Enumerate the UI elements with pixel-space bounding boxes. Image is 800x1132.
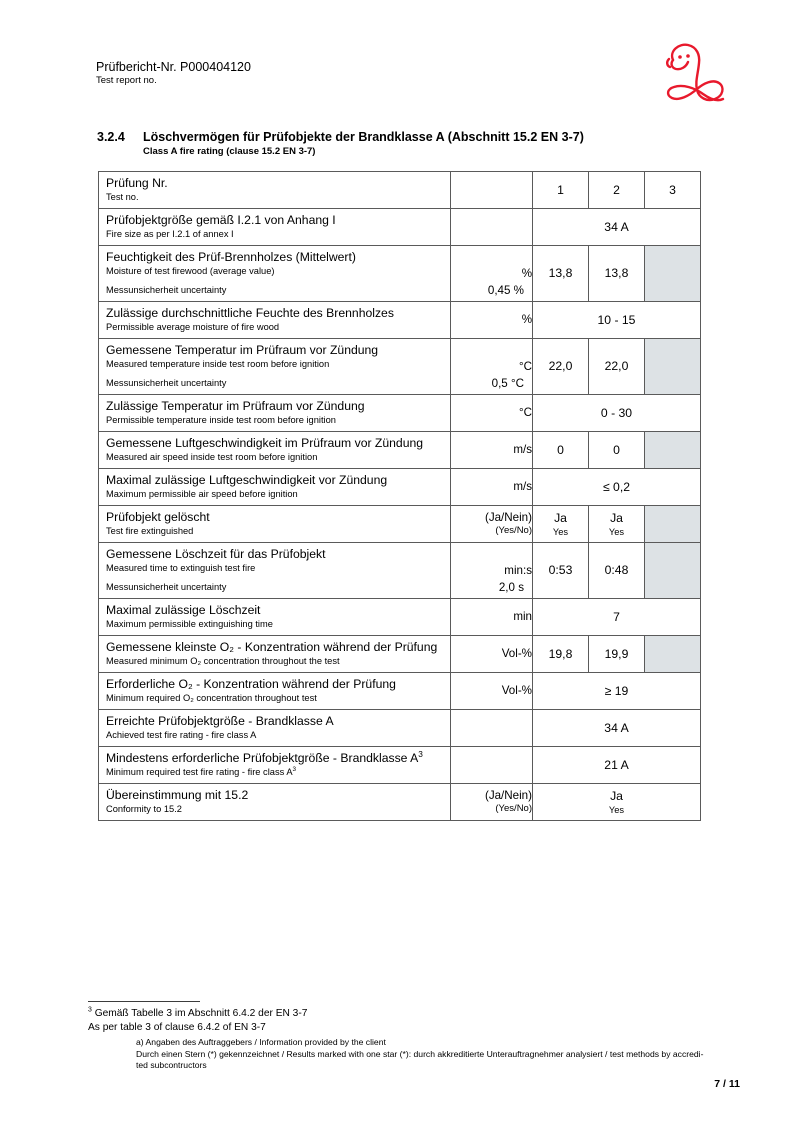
header-label-en: Test no.: [106, 192, 139, 202]
row-unit-text: %: [521, 266, 532, 280]
row-label-cell: [99, 543, 451, 599]
row-value-span: ≥ 19: [533, 673, 701, 710]
row-value-en: Yes: [608, 804, 625, 815]
row-label-en: Maximum permissible extinguishing time: [106, 619, 273, 629]
row-label-en: Measured temperature inside test room before ignition: [106, 359, 330, 369]
header-col-2: 2: [589, 172, 645, 209]
row-value-span: 7: [533, 599, 701, 636]
row-label-en: Achieved test fire rating - fire class A: [106, 730, 257, 740]
row-label-de: Prüfobjekt gelöscht: [106, 510, 210, 524]
row-label-en: Conformity to 15.2: [106, 804, 182, 814]
row-label-en: Maximum permissible air speed before ignition: [106, 489, 298, 499]
row-unit-subtext: (Yes/No): [495, 525, 532, 536]
table-header-row: [99, 172, 701, 209]
row-value-span: 21 A: [533, 747, 701, 784]
row-unit: [451, 673, 533, 710]
row-label-de: Gemessene Löschzeit für das Prüfobjekt: [106, 547, 326, 561]
table-row: [99, 784, 701, 821]
footnote-line-1: $^3$ Gemäß Tabelle 3 im Abschnitt 6.4.2 der EN 3-7: [88, 1006, 308, 1019]
row-label-de: Maximal zulässige Löschzeit: [106, 603, 261, 617]
row-value-3: [645, 506, 701, 543]
row-unit: [451, 636, 533, 673]
row-unit-subtext: (Yes/No): [495, 803, 532, 814]
row-label-en: Moisture of test firewood (average value): [106, 266, 275, 276]
footnote-divider: [88, 1001, 200, 1002]
table-row: [99, 432, 701, 469]
row-unit-text: °C: [518, 359, 532, 373]
results-table: [98, 171, 701, 821]
row-unit-text: Vol-%: [501, 647, 532, 660]
row-value-3: [645, 339, 701, 395]
row-label-en: Minimum required O₂ concentration throughout test: [106, 693, 317, 703]
row-value-de: Ja: [554, 510, 567, 525]
header-col-3: 3: [645, 172, 701, 209]
row-value-2: 13,8: [589, 246, 645, 302]
row-unit-text: Vol-%: [501, 684, 532, 697]
row-unit: [451, 432, 533, 469]
row-value-2: 0: [589, 432, 645, 469]
header-label-de: Prüfung Nr.: [106, 176, 168, 190]
row-unit: [451, 747, 533, 784]
table-row: [99, 599, 701, 636]
row-label-cell: [99, 673, 451, 710]
row-value-span: 34 A: [533, 710, 701, 747]
row-uncertainty-label: Messunsicherheit uncertainty: [106, 285, 227, 295]
row-label-cell: [99, 209, 451, 246]
table-row: [99, 636, 701, 673]
row-unit: [451, 599, 533, 636]
row-value-en: Yes: [608, 526, 625, 537]
header-col-1: 1: [533, 172, 589, 209]
row-label-en: Test fire extinguished: [106, 526, 194, 536]
row-unit: [451, 469, 533, 506]
results-table-body: [99, 172, 701, 821]
row-label-de: Maximal zulässige Luftgeschwindigkeit vor Zündung: [106, 473, 388, 487]
row-label-de: Feuchtigkeit des Prüf-Brennholzes (Mittelwert): [106, 250, 356, 264]
row-unit: [451, 784, 533, 821]
header-unit-cell: [451, 172, 533, 209]
row-label-cell: [99, 636, 451, 673]
table-row: [99, 469, 701, 506]
row-label-en: Measured minimum O₂ concentration throughout the test: [106, 656, 340, 666]
row-label-cell: [99, 395, 451, 432]
row-unit: [451, 506, 533, 543]
row-label-en: Measured time to extinguish test fire: [106, 563, 256, 573]
row-value-2: 0:48: [589, 543, 645, 599]
table-row: [99, 209, 701, 246]
row-value-1: 0: [533, 432, 589, 469]
row-value-span: 10 - 15: [533, 302, 701, 339]
row-label-de: Zulässige Temperatur im Prüfraum vor Zündung: [106, 399, 365, 413]
row-unit: [451, 302, 533, 339]
section-title-de: Löschvermögen für Prüfobjekte der Brandklasse A (Abschnitt 15.2 EN 3-7): [143, 130, 584, 144]
report-number-de: Prüfbericht-Nr. P000404120: [96, 60, 251, 74]
row-uncertainty-value: 2,0 s: [498, 581, 524, 594]
row-value-span: [533, 784, 701, 821]
row-unit-text: %: [521, 313, 532, 326]
row-label-de: Erforderliche O₂ - Konzentration während der Prüfung: [106, 677, 396, 691]
row-value-de: Ja: [610, 510, 623, 525]
row-label-de: Erreichte Prüfobjektgröße - Brandklasse A: [106, 714, 334, 728]
row-label-cell: [99, 599, 451, 636]
row-value-1: 13,8: [533, 246, 589, 302]
row-label-de: Prüfobjektgröße gemäß I.2.1 von Anhang I: [106, 213, 336, 227]
row-label-en: Permissible temperature inside test room before ignition: [106, 415, 336, 425]
row-label-de: Gemessene kleinste O₂ - Konzentration während der Prüfung: [106, 640, 438, 654]
footnote-line-5: ted subcontructors: [136, 1060, 207, 1070]
row-value-1: 22,0: [533, 339, 589, 395]
row-value-span: 34 A: [533, 209, 701, 246]
row-label-de: Gemessene Luftgeschwindigkeit im Prüfraum vor Zündung: [106, 436, 424, 450]
row-uncertainty-label: Messunsicherheit uncertainty: [106, 582, 227, 592]
footnote-line-3: a) Angaben des Auftraggebers / Information provided by the client: [136, 1037, 386, 1047]
row-label-cell: [99, 246, 451, 302]
row-value-2: 22,0: [589, 339, 645, 395]
row-unit: [451, 209, 533, 246]
page-number: 7 / 11: [714, 1078, 740, 1090]
row-label-cell: [99, 339, 451, 395]
table-row: [99, 543, 701, 599]
row-unit: [451, 710, 533, 747]
table-row: [99, 747, 701, 784]
table-row: [99, 710, 701, 747]
table-row: [99, 395, 701, 432]
row-value-1: 19,8: [533, 636, 589, 673]
row-label-en: Minimum required test fire rating - fire class $A^3$: [106, 765, 297, 777]
table-row: [99, 339, 701, 395]
row-label-cell: [99, 302, 451, 339]
row-unit: [451, 395, 533, 432]
report-number-en: Test report no.: [96, 75, 157, 86]
table-row: [99, 246, 701, 302]
table-row: [99, 673, 701, 710]
row-unit: [451, 339, 533, 395]
table-row: [99, 506, 701, 543]
row-value-3: [645, 543, 701, 599]
footnote-line-4: Durch einen Stern (*) gekennzeichnet / Results marked with one star (*): durch akkreditierte Unterauftragnehmer analysiert / test methods by accredi-: [136, 1048, 704, 1059]
report-header: [96, 60, 251, 87]
row-unit-text: min: [513, 610, 532, 623]
row-value-2: [589, 506, 645, 543]
row-label-de: Zulässige durchschnittliche Feuchte des Brennholzes: [106, 306, 394, 320]
row-label-en: Permissible average moisture of fire wood: [106, 322, 280, 332]
section-title: [97, 129, 717, 158]
row-value-1: [533, 506, 589, 543]
row-unit-text: m/s: [513, 480, 532, 493]
row-label-cell: [99, 747, 451, 784]
row-unit-text: (Ja/Nein): [484, 789, 532, 802]
table-row: [99, 302, 701, 339]
row-label-de: Gemessene Temperatur im Prüfraum vor Zündung: [106, 343, 379, 357]
row-value-1: 0:53: [533, 543, 589, 599]
row-unit-text: °C: [518, 406, 532, 419]
row-label-en: Fire size as per I.2.1 of annex I: [106, 229, 234, 239]
footnote-block: [88, 1007, 788, 1072]
row-value-2: 19,9: [589, 636, 645, 673]
row-value-3: [645, 432, 701, 469]
section-title-en: Class A fire rating (clause 15.2 EN 3-7): [143, 146, 316, 157]
row-label-cell: [99, 432, 451, 469]
header-label-cell: [99, 172, 451, 209]
row-unit: [451, 543, 533, 599]
row-uncertainty-value: 0,5 °C: [491, 377, 524, 390]
row-uncertainty-label: Messunsicherheit uncertainty: [106, 378, 227, 388]
row-value-en: Yes: [552, 526, 569, 537]
row-unit-text: m/s: [513, 443, 532, 456]
row-label-cell: [99, 784, 451, 821]
row-unit-text: min:s: [504, 563, 532, 577]
marten-logo-icon: [655, 33, 737, 111]
row-value-de: Ja: [610, 788, 623, 803]
row-unit: [451, 246, 533, 302]
footnote-line-2: As per table 3 of clause 6.4.2 of EN 3-7: [88, 1021, 266, 1033]
row-label-de: Mindestens erforderliche Prüfobjektgröße - Brandklasse $A^3$: [106, 748, 423, 765]
row-value-3: [645, 246, 701, 302]
row-label-cell: [99, 710, 451, 747]
row-label-cell: [99, 469, 451, 506]
row-value-span: ≤ 0,2: [533, 469, 701, 506]
row-label-de: Übereinstimmung mit 15.2: [106, 788, 249, 802]
row-label-en: Measured air speed inside test room before ignition: [106, 452, 318, 462]
row-value-3: [645, 636, 701, 673]
results-table-wrap: [98, 171, 700, 821]
row-unit-text: (Ja/Nein): [484, 511, 532, 524]
row-uncertainty-value: 0,45 %: [487, 284, 524, 297]
row-label-cell: [99, 506, 451, 543]
row-value-span: 0 - 30: [533, 395, 701, 432]
section-number: 3.2.4: [97, 130, 125, 144]
